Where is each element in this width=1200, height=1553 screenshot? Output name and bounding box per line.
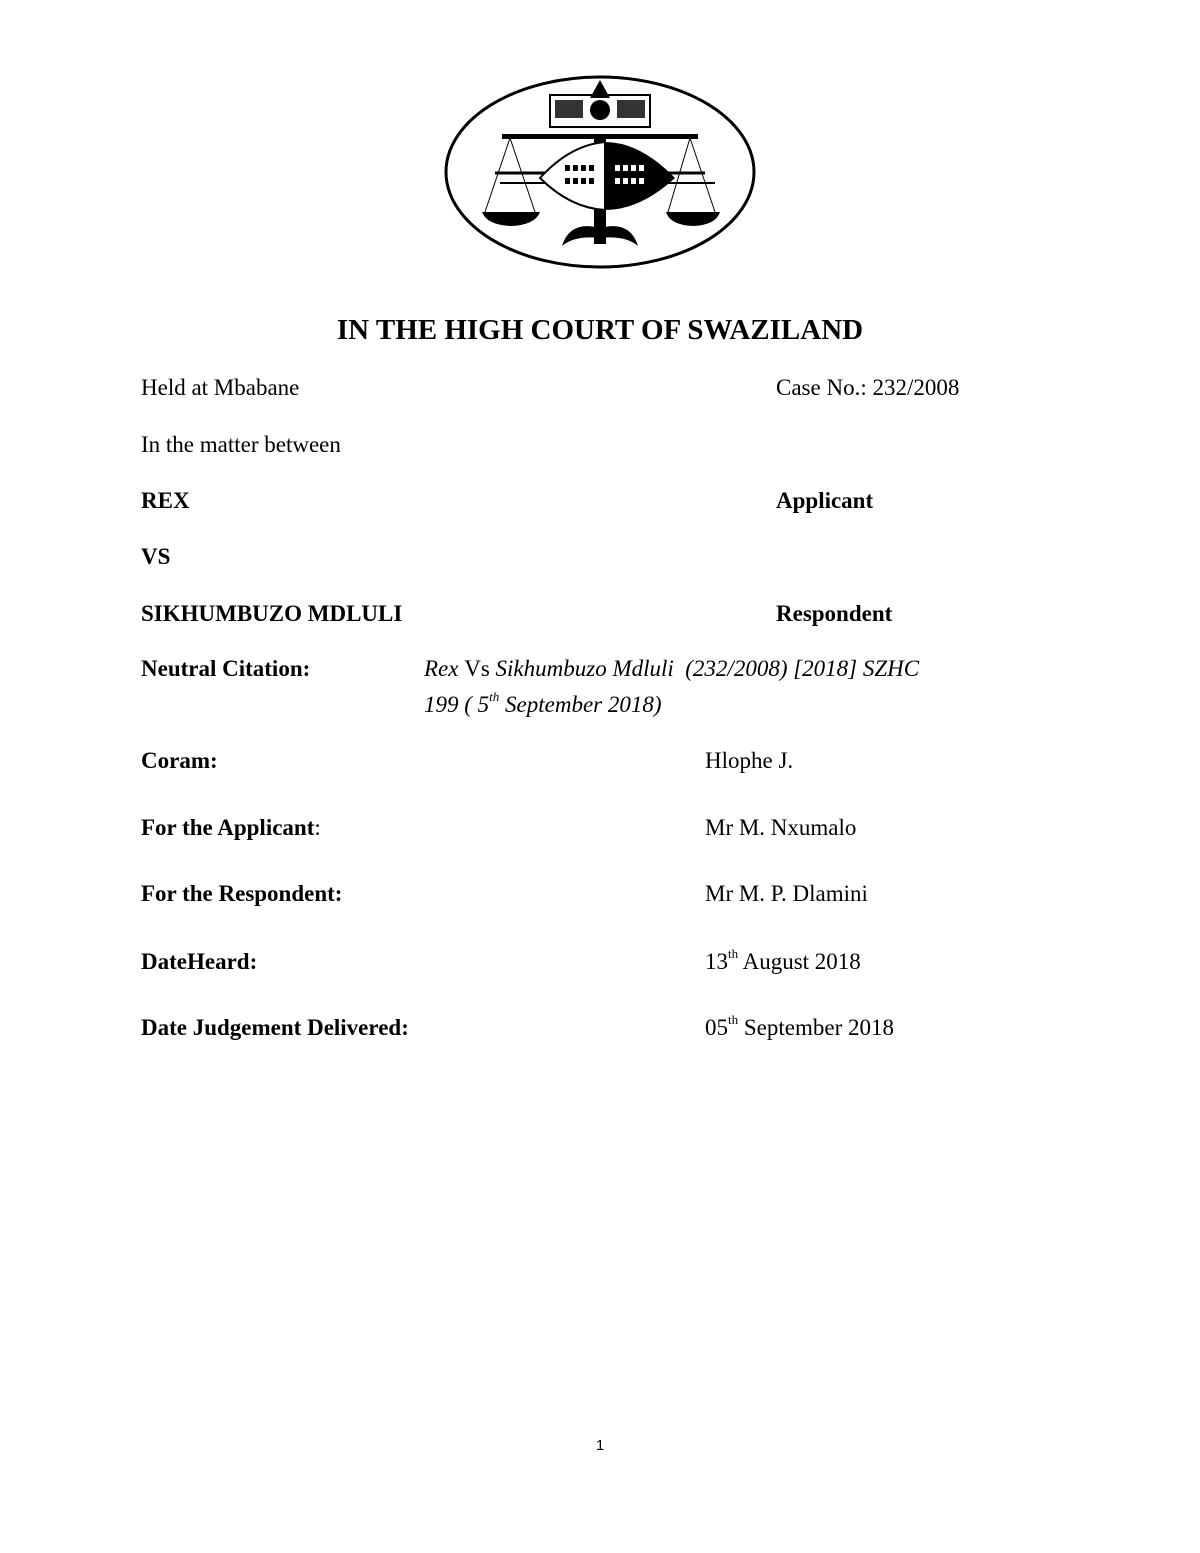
citation-line-2 <box>424 689 662 717</box>
date-sup: th <box>728 1012 739 1027</box>
citation-part: Sikhumbuzo Mdluli (232/2008) [2018] SZHC <box>489 656 920 681</box>
applicant-counsel-label <box>141 816 321 839</box>
held-at: Held at Mbabane <box>141 375 300 400</box>
page-title: IN THE HIGH COURT OF SWAZILAND <box>336 314 864 346</box>
citation-part: 199 ( 5 <box>424 692 490 717</box>
date-delivered-label: Date Judgement Delivered: <box>141 1015 409 1040</box>
date-part: September 2018 <box>738 1015 894 1040</box>
respondent-role: Respondent <box>776 601 893 626</box>
citation-part: Rex <box>424 656 465 681</box>
applicant-name: REX <box>141 488 190 513</box>
respondent-counsel-value: Mr M. P. Dlamini <box>705 881 868 906</box>
citation-label: Neutral Citation: <box>141 656 311 681</box>
citation-sup: th <box>489 689 500 704</box>
date-delivered-value <box>705 1012 894 1040</box>
page-number: 1 <box>595 1437 605 1454</box>
versus: VS <box>141 544 171 569</box>
date-heard-label: DateHeard: <box>141 949 258 974</box>
label-colon: : <box>314 815 321 840</box>
matter-intro: In the matter between <box>141 432 341 457</box>
label-text: For the Applicant <box>141 815 315 840</box>
date-heard-value <box>705 946 861 974</box>
respondent-name: SIKHUMBUZO MDLULI <box>141 601 403 626</box>
date-part: 05 <box>705 1015 728 1040</box>
applicant-role: Applicant <box>776 488 874 513</box>
citation-line-1 <box>424 657 919 680</box>
citation-part: September 2018) <box>499 692 662 717</box>
applicant-counsel-value: Mr M. Nxumalo <box>705 815 857 840</box>
citation-part: Vs <box>464 656 490 681</box>
court-emblem-logo <box>440 70 760 270</box>
coram-value: Hlophe J. <box>705 748 794 773</box>
coram-label: Coram: <box>141 748 218 773</box>
respondent-counsel-label: For the Respondent: <box>141 881 343 906</box>
case-number: Case No.: 232/2008 <box>776 375 960 400</box>
date-part: August 2018 <box>738 949 861 974</box>
date-sup: th <box>728 946 739 961</box>
date-part: 13 <box>705 949 728 974</box>
